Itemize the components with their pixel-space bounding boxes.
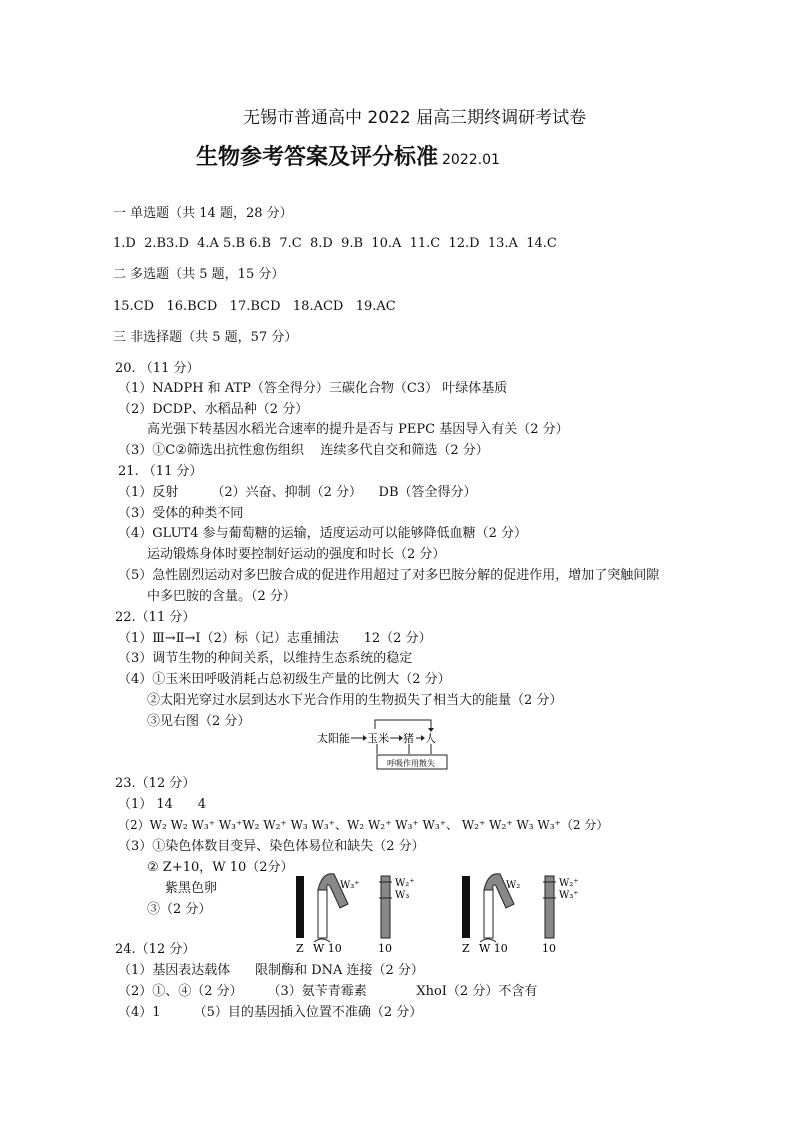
label-pig: 猪 <box>403 732 414 745</box>
q21-header: 21. （11 分） <box>118 464 203 479</box>
label-human: 人 <box>425 732 436 745</box>
q24-line: （1）基因表达载体 限制酶和 DNA 连接（2 分） <box>118 963 424 978</box>
label-sun: 太阳能 <box>317 732 350 745</box>
title-line1: 无锡市普通高中 2022 届高三期终调研考试卷 <box>243 108 587 128</box>
chrom-label-w3p: W₃⁺ <box>559 890 579 901</box>
q20-line: （3）①C②筛选出抗性愈伤组织 连续多代自交和筛选（2 分） <box>118 443 489 458</box>
q20-line: （2）DCDP、水稻品种（2 分） <box>118 402 309 417</box>
chrom-label-w3p: W₃⁺ <box>340 880 360 891</box>
chrom-label-10: 10 <box>542 942 556 955</box>
chrom-label-w2: W₂ <box>506 880 521 891</box>
q21-line: （3）受体的种类不同 <box>118 506 244 521</box>
chrom-label-w2p: W₂⁺ <box>395 878 415 889</box>
q20-line: 高光强下转基因水稻光合速率的提升是否与 PEPC 基因导入有关（2 分） <box>147 422 569 437</box>
q23-line: 紫黑色卵 <box>165 881 218 896</box>
title-line2 <box>196 140 500 171</box>
chrom-label-w10: W 10 <box>313 942 342 955</box>
q20-line: （1）NADPH 和 ATP（答全得分）三碳化合物（C3） 叶绿体基质 <box>118 381 508 396</box>
q23-header: 23.（12 分） <box>115 776 196 791</box>
title-date: 2022.01 <box>442 152 500 168</box>
q22-line: ③见右图（2 分） <box>147 714 251 729</box>
chrom-label-z: Z <box>296 942 304 955</box>
section2-answers: 15.CD 16.BCD 17.BCD 18.ACD 19.AC <box>113 299 396 314</box>
q21-line: 中多巴胺的含量。（2 分） <box>147 589 296 604</box>
label-respiration: 呼吸作用散失 <box>387 759 435 768</box>
section2-heading: 二 多选题（共 5 题，15 分） <box>113 267 285 282</box>
q24-line: （2）①、④（2 分） （3）氨苄青霉素 XhoⅠ（2 分）不含有 <box>118 984 538 999</box>
q23-line: （2）W₂ W₂ W₃⁺ W₃⁺W₂ W₂⁺ W₃ W₃⁺、W₂ W₂⁺ W₃⁺ W₃⁺、 W₂⁺ W₂⁺ W₃ W₃⁺（2 分） <box>118 818 609 832</box>
section3-heading: 三 非选择题（共 5 题，57 分） <box>113 330 298 345</box>
q21-line: 运动锻炼身体时要控制好运动的强度和时长（2 分） <box>147 547 446 562</box>
title-main: 生物参考答案及评分标准 <box>196 145 439 170</box>
q22-line: （1）Ⅲ→Ⅱ→Ⅰ（2）标（记）志重捕法 12（2 分） <box>118 631 432 646</box>
energy-flow-diagram <box>315 714 455 772</box>
q20-header: 20. （11 分） <box>115 361 200 376</box>
q23-line: （1） 14 4 <box>118 797 207 812</box>
q24-line: （4）1 （5）目的基因插入位置不准确（2 分） <box>118 1005 423 1020</box>
q22-line: （4）①玉米田呼吸消耗占总初级生产量的比例大（2 分） <box>118 672 451 687</box>
section1-heading: 一 单选题（共 14 题，28 分） <box>113 206 293 221</box>
q21-line: （4）GLUT4 参与葡萄糖的运输，适度运动可以能够降低血糖（2 分） <box>118 526 528 541</box>
chrom-label-w2p: W₂⁺ <box>559 878 579 889</box>
chrom-label-w3: W₃ <box>395 890 410 901</box>
label-corn: 玉米 <box>367 732 389 745</box>
q24-header: 24.（12 分） <box>115 942 196 957</box>
q22-header: 22.（11 分） <box>115 610 196 625</box>
section1-answers: 1.D 2.B3.D 4.A 5.B 6.B 7.C 8.D 9.B 10.A 11.C 12.D 13.A 14.C <box>113 236 557 251</box>
q22-line: ②太阳光穿过水层到达水下光合作用的生物损失了相当大的能量（2 分） <box>147 693 563 708</box>
q21-line: （5）急性剧烈运动对多巴胺合成的促进作用超过了对多巴胺分解的促进作用，增加了突触间隙 <box>118 568 660 583</box>
q23-line: （3）①染色体数目变异、染色体易位和缺失（2 分） <box>118 839 425 854</box>
chrom-label-10: 10 <box>378 942 392 955</box>
q21-line: （1）反射 （2）兴奋、抑制（2 分） DB（答全得分） <box>118 485 477 500</box>
chrom-label-z: Z <box>462 942 470 955</box>
q22-line: （3）调节生物的种间关系，以维持生态系统的稳定 <box>118 651 413 666</box>
q23-line: ② Z+10，W 10（2分） <box>147 860 294 875</box>
chromosome-diagram <box>288 868 588 958</box>
chrom-label-w10: W 10 <box>479 942 508 955</box>
q23-line: ③（2 分） <box>147 902 212 917</box>
